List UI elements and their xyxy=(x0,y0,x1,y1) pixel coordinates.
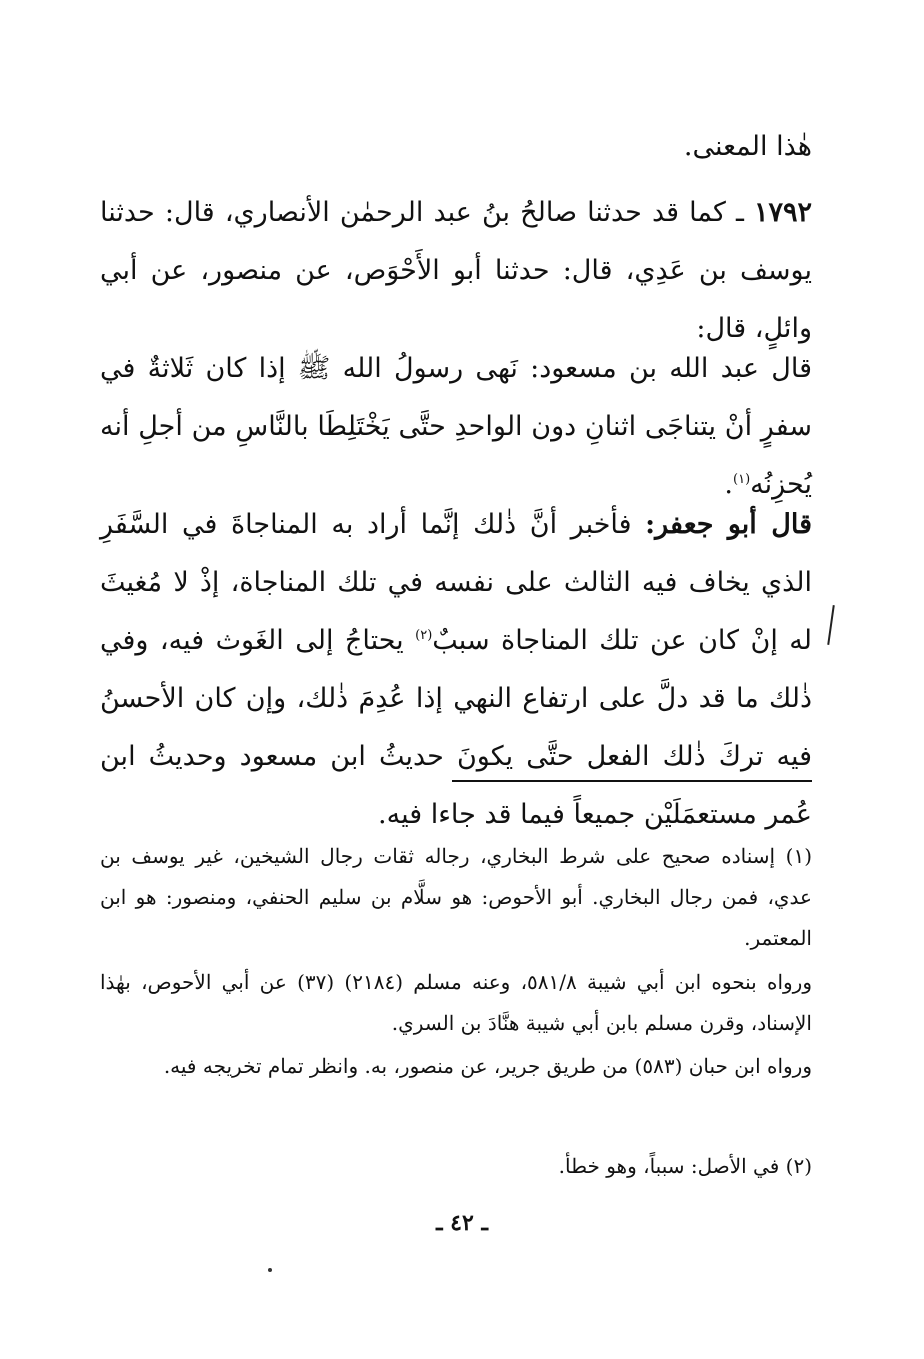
commentary-speaker: قال أبو جعفر: xyxy=(645,509,812,540)
footnote-1-continued-a xyxy=(100,962,812,1044)
hadith-number: ١٧٩٢ xyxy=(753,197,812,228)
hadith-text xyxy=(100,340,812,514)
footnote-1-text-b: ورواه بنحوه ابن أبي شيبة ٥٨١/٨، وعنه مسلم (٢١٨٤) (٣٧) عن أبي الأحوص، بهٰذا الإسناد، وقرن مسلم بابن أبي شيبة هنَّادَ بن السري. xyxy=(100,970,813,1035)
hadith-quote: قال عبد الله بن مسعود: نَهى رسولُ الله ﷺ إذا كان ثَلاثةٌ في سفرٍ أنْ يتناجَى اثنانِ دون الواحدِ حتَّى يَخْتَلِطَا بالنَّاسِ من أجلِ أنه يُحزِنُه xyxy=(100,353,812,500)
margin-mark xyxy=(827,605,835,645)
hadith-quote-end: . xyxy=(724,469,734,500)
intro-line xyxy=(100,118,812,176)
commentary-text-2: يحتاجُ إلى الغَوث فيه، وفي ذٰلك ما قد دلَّ على ارتفاع النهي إذا عُدِمَ ذٰلك، وإن كان الأحسنُ فيه تركَ ذٰلك الفعل حتَّى يكونَ حديثُ ابن مسعود وحديثُ ابن عُمر مستعمَلَيْن جميعاً فيما قد جاءا فيه. xyxy=(100,625,812,830)
footnote-ref-1: (١) xyxy=(733,472,751,487)
hadith-chain-text: ـ كما قد حدثنا صالحُ بنُ عبد الرحمٰن الأنصاري، قال: حدثنا يوسف بن عَدِي، قال: حدثنا أبو الأَحْوَص، عن منصور، عن أبي وائلٍ، قال: xyxy=(100,197,812,344)
commentary-text-1: فأخبر أنَّ ذٰلك إنَّما أراد به المناجاةَ في السَّفَرِ الذي يخاف فيه الثالث على نفسه في تلك المناجاة، إذْ لا مُغيثَ له إنْ كان عن تلك المناجاة سببٌ xyxy=(100,509,812,656)
footnote-2-text: (٢) في الأصل: سبباً، وهو خطأ. xyxy=(558,1154,812,1178)
commentary xyxy=(100,496,812,844)
footnote-ref-2: (٢) xyxy=(415,628,433,643)
footnote-separator xyxy=(452,780,812,782)
footnote-1-continued-b xyxy=(100,1046,812,1087)
page-number: ـ ٤٢ ـ xyxy=(436,1210,488,1236)
hadith-chain xyxy=(100,184,812,358)
intro-text: هٰذا المعنى. xyxy=(683,131,812,162)
footnote-1 xyxy=(100,836,812,959)
footnote-2 xyxy=(100,1146,812,1187)
footnote-1-text-c: ورواه ابن حبان (٥٨٣) من طريق جرير، عن منصور، به. وانظر تمام تخريجه فيه. xyxy=(163,1054,812,1078)
scan-speck xyxy=(268,1268,272,1272)
footnote-1-text: (١) إسناده صحيح على شرط البخاري، رجاله ثقات رجال الشيخين، غير يوسف بن عدي، فمن رجال البخاري. أبو الأحوص: هو سلَّام بن سليم الحنفي، ومنصور: هو ابن المعتمر. xyxy=(100,844,812,950)
